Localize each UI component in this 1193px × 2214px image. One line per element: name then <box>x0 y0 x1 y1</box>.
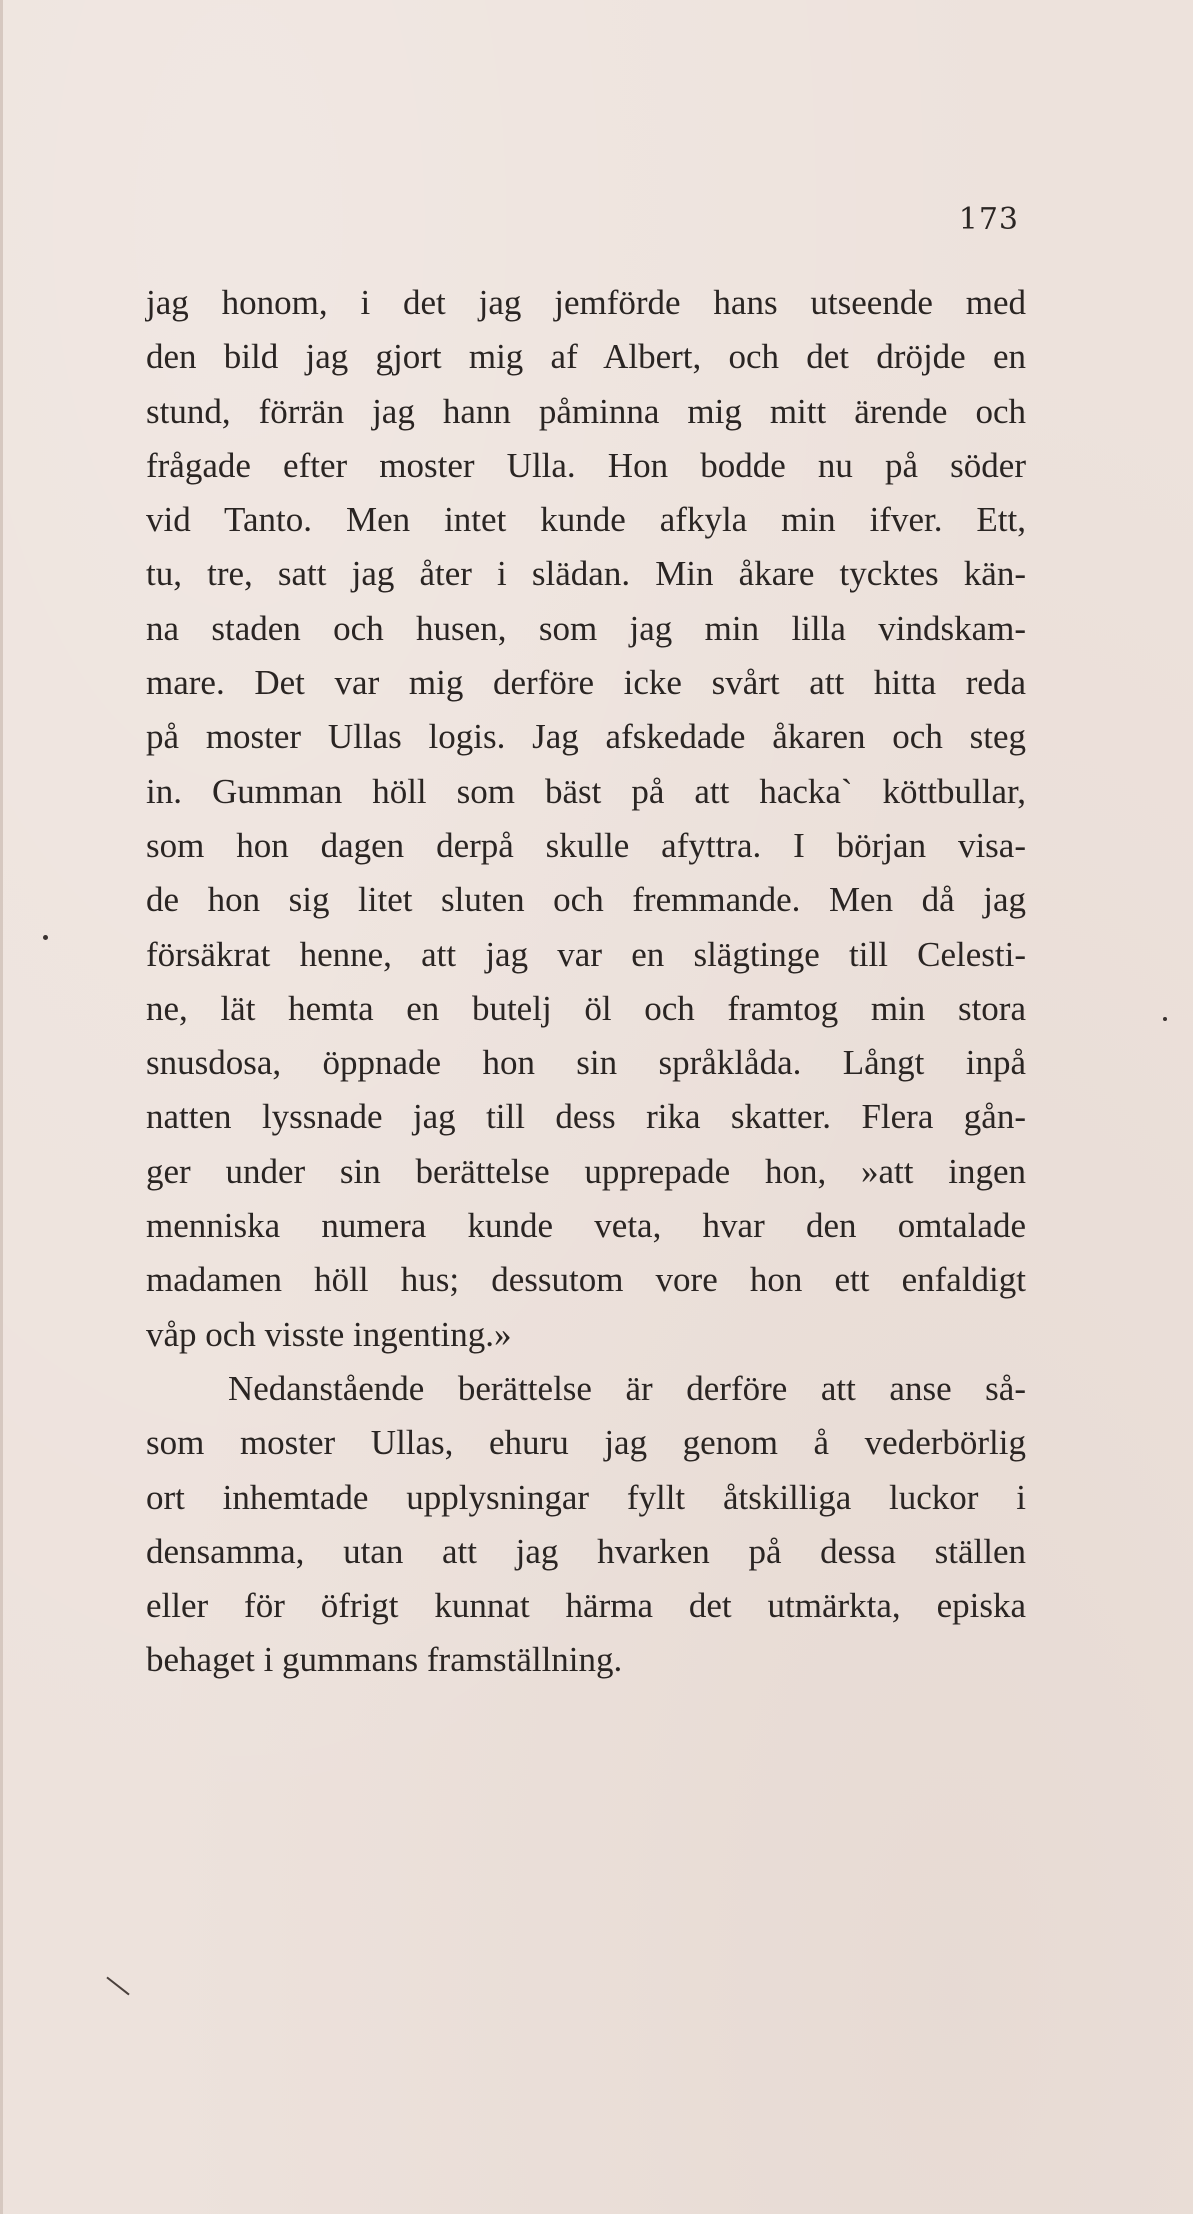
text-line: madamen höll hus; dessutom vore hon ett enfaldigt <box>146 1260 1026 1300</box>
text-line: ger under sin berättelse upprepade hon, »att ingen <box>146 1151 1026 1191</box>
text-line: ort inhemtade upplysningar fyllt åtskilliga luckor i <box>146 1477 1026 1517</box>
text-line: på moster Ullas logis. Jag afskedade åkaren och steg <box>146 717 1026 757</box>
text-line: na staden och husen, som jag min lilla vindskam- <box>146 608 1026 648</box>
ink-speck <box>1163 1017 1167 1021</box>
text-line: densamma, utan att jag hvarken på dessa ställen <box>146 1531 1026 1571</box>
text-line: försäkrat henne, att jag var en slägtinge till Celesti- <box>146 934 1026 974</box>
text-line: den bild jag gjort mig af Albert, och det dröjde en <box>146 337 1026 377</box>
text-line: natten lyssnade jag till dess rika skatter. Flera gån- <box>146 1097 1026 1137</box>
text-line: vid Tanto. Men intet kunde afkyla min ifver. Ett, <box>146 500 1026 540</box>
text-line: de hon sig litet sluten och fremmande. Men då jag <box>146 880 1026 920</box>
text-line: behaget i gummans framställning. <box>146 1640 623 1680</box>
text-line: mare. Det var mig derföre icke svårt att hitta reda <box>146 663 1026 703</box>
text-line: frågade efter moster Ulla. Hon bodde nu på söder <box>146 445 1026 485</box>
text-line: snusdosa, öppnade hon sin språklåda. Långt inpå <box>146 1043 1026 1083</box>
ink-speck <box>43 935 48 940</box>
text-line: jag honom, i det jag jemförde hans utseende med <box>146 283 1026 322</box>
text-line: eller för öfrigt kunnat härma det utmärkta, episka <box>146 1586 1026 1626</box>
text-line: ne, lät hemta en butelj öl och framtog min stora <box>146 988 1026 1028</box>
text-line: in. Gumman höll som bäst på att hacka` köttbullar, <box>146 771 1026 811</box>
text-line: tu, tre, satt jag åter i slädan. Min åkare tycktes kän- <box>146 554 1026 594</box>
text-line: som moster Ullas, ehuru jag genom å vederbörlig <box>146 1423 1026 1463</box>
paper-mark <box>106 1977 129 1996</box>
text-line: Nedanstående berättelse är derföre att anse så- <box>228 1368 1026 1408</box>
text-line: våp och visste ingenting.» <box>146 1314 512 1354</box>
text-line: som hon dagen derpå skulle afyttra. I början visa- <box>146 825 1026 865</box>
body-text <box>146 276 1026 1688</box>
page-edge <box>0 0 3 2214</box>
text-line: menniska numera kunde veta, hvar den omtalade <box>146 1206 1026 1246</box>
page-number: 173 <box>958 202 1019 237</box>
text-line: stund, förrän jag hann påminna mig mitt ärende och <box>146 391 1026 431</box>
